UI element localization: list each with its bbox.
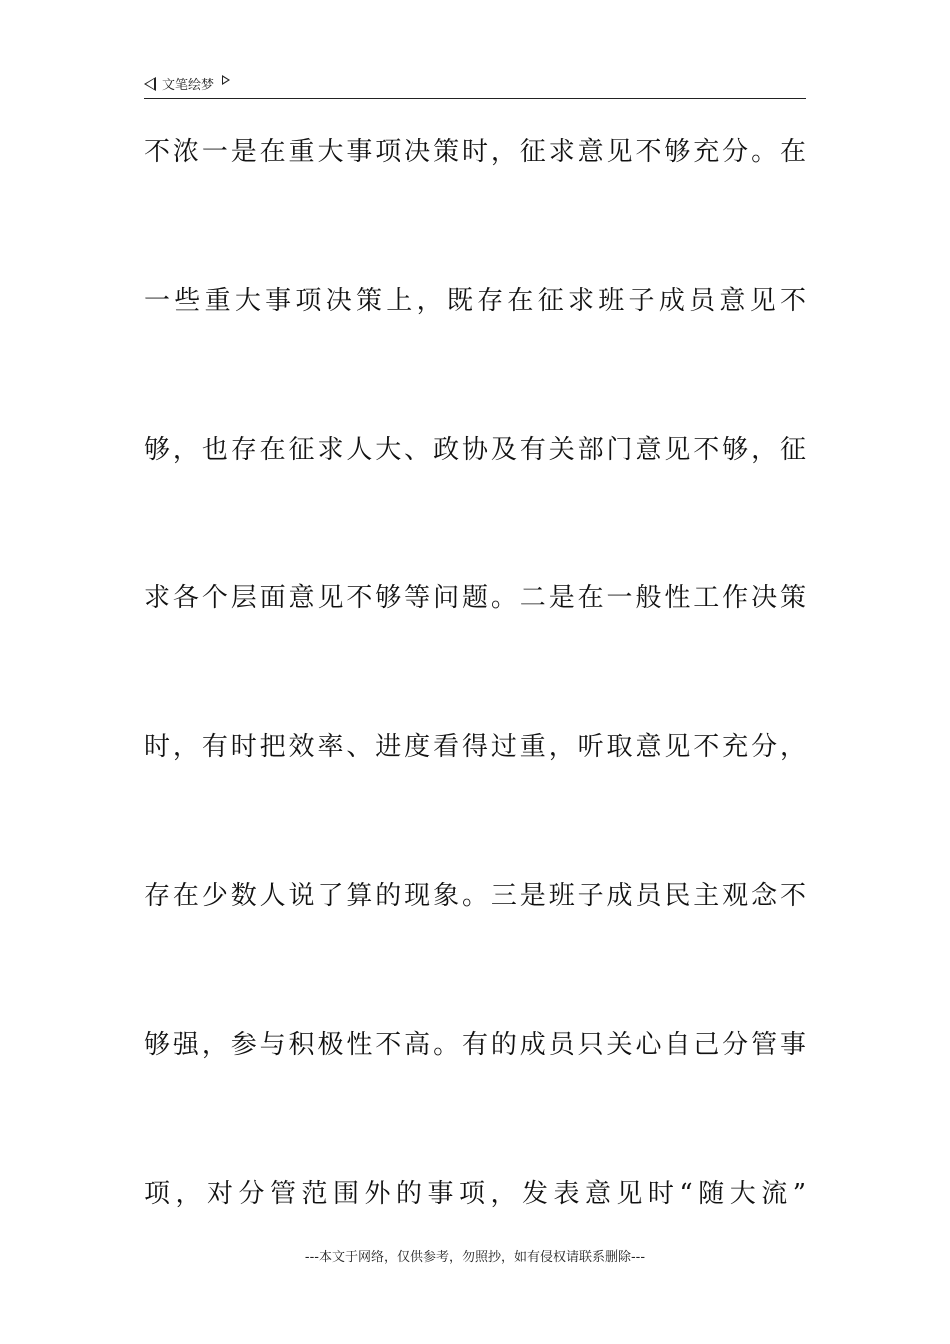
page-footer: ---本文于网络，仅供参考，勿照抄，如有侵权请联系删除---: [304, 1250, 646, 1265]
body-line-7: 够强，参与积极性不高。有的成员只关心自己分管事: [144, 1029, 806, 1060]
page-header: [144, 72, 806, 99]
body-line-4: 求各个层面意见不够等问题。二是在一般性工作决策: [144, 583, 806, 614]
body-line-6: 存在少数人说了算的现象。三是班子成员民主观念不: [144, 880, 806, 911]
header-brand: [144, 74, 230, 93]
body-line-1: 不浓一是在重大事项决策时，征求意见不够充分。在: [144, 137, 806, 167]
body-line-3: 够，也存在征求人大、政协及有关部门意见不够，征: [144, 434, 806, 465]
body-line-2: 一些重大事项决策上，既存在征求班子成员意见不: [144, 285, 806, 316]
body-line-5: 时，有时把效率、进度看得过重，听取意见不充分，: [144, 732, 806, 763]
triangle-right-icon: [222, 75, 230, 85]
triangle-left-icon: [144, 77, 156, 91]
header-title: 文笔绘梦: [162, 78, 215, 93]
body-line-8: 项，对分管范围外的事项，发表意见时“随大流”: [144, 1178, 806, 1209]
document-body: [144, 130, 806, 1320]
